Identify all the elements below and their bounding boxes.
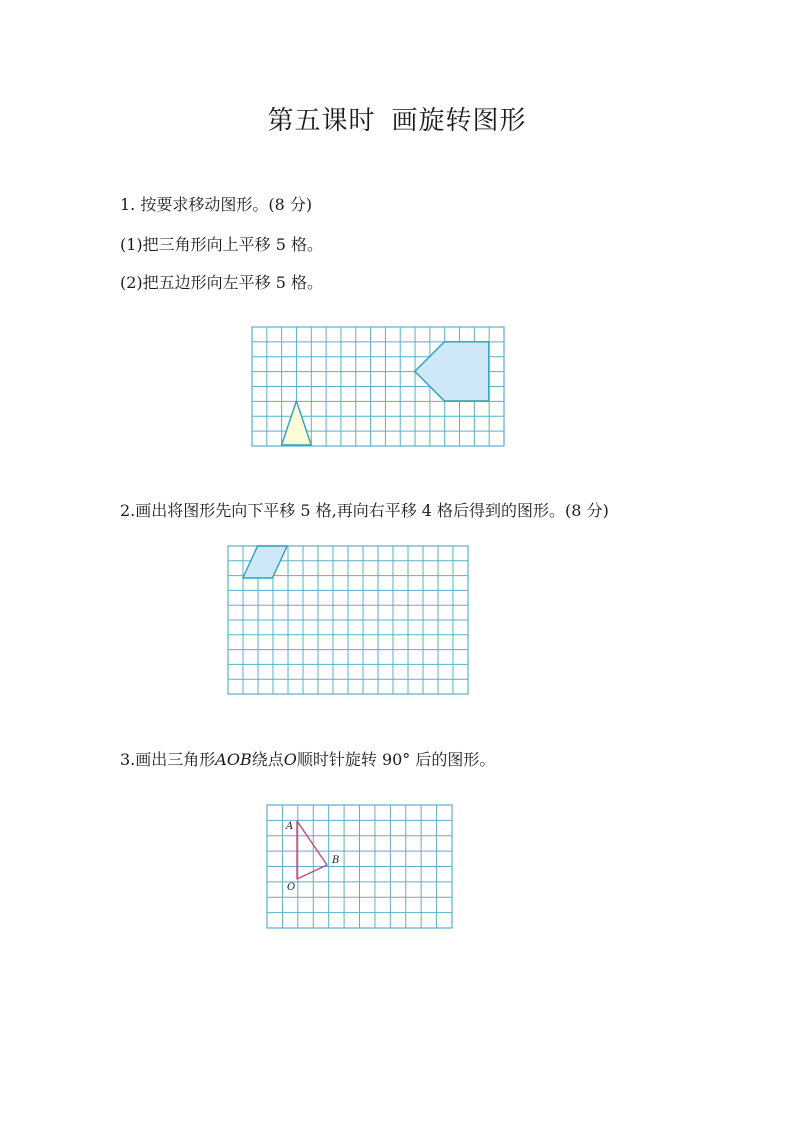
- grid-question-2: [228, 546, 468, 694]
- triangle-aob-shape: [297, 821, 327, 879]
- question-3-text-3: 顺时针旋转 90° 后的图形。: [296, 750, 496, 769]
- title-topic: 画旋转图形: [391, 106, 527, 136]
- question-3-stem: [120, 747, 495, 770]
- question-3-text-2: 绕点: [251, 750, 284, 769]
- pentagon-shape: [415, 342, 489, 401]
- grid-question-3: [267, 805, 452, 928]
- question-3-text-1: 3.画出三角形: [120, 750, 216, 769]
- point-o-name: O: [283, 750, 297, 769]
- grid-question-1: [252, 327, 504, 446]
- grid-lines: [267, 805, 452, 928]
- question-1-sub-2: (2)把五边形向左平移 5 格。: [120, 273, 324, 292]
- label-point-o: O: [287, 882, 296, 893]
- label-point-a: A: [286, 821, 294, 832]
- triangle-shape: [282, 401, 312, 445]
- page-title: [0, 100, 794, 137]
- label-point-b: B: [332, 855, 340, 866]
- question-2-stem: 2.画出将图形先向下平移 5 格,再向右平移 4 格后得到的图形。(8 分): [120, 501, 609, 520]
- title-lesson: 第五课时: [267, 106, 376, 136]
- triangle-aob-name: AOB: [215, 750, 252, 769]
- question-1-stem: 1. 按要求移动图形。(8 分): [120, 195, 313, 214]
- parallelogram-shape: [243, 546, 287, 578]
- question-1-sub-1: (1)把三角形向上平移 5 格。: [120, 235, 324, 254]
